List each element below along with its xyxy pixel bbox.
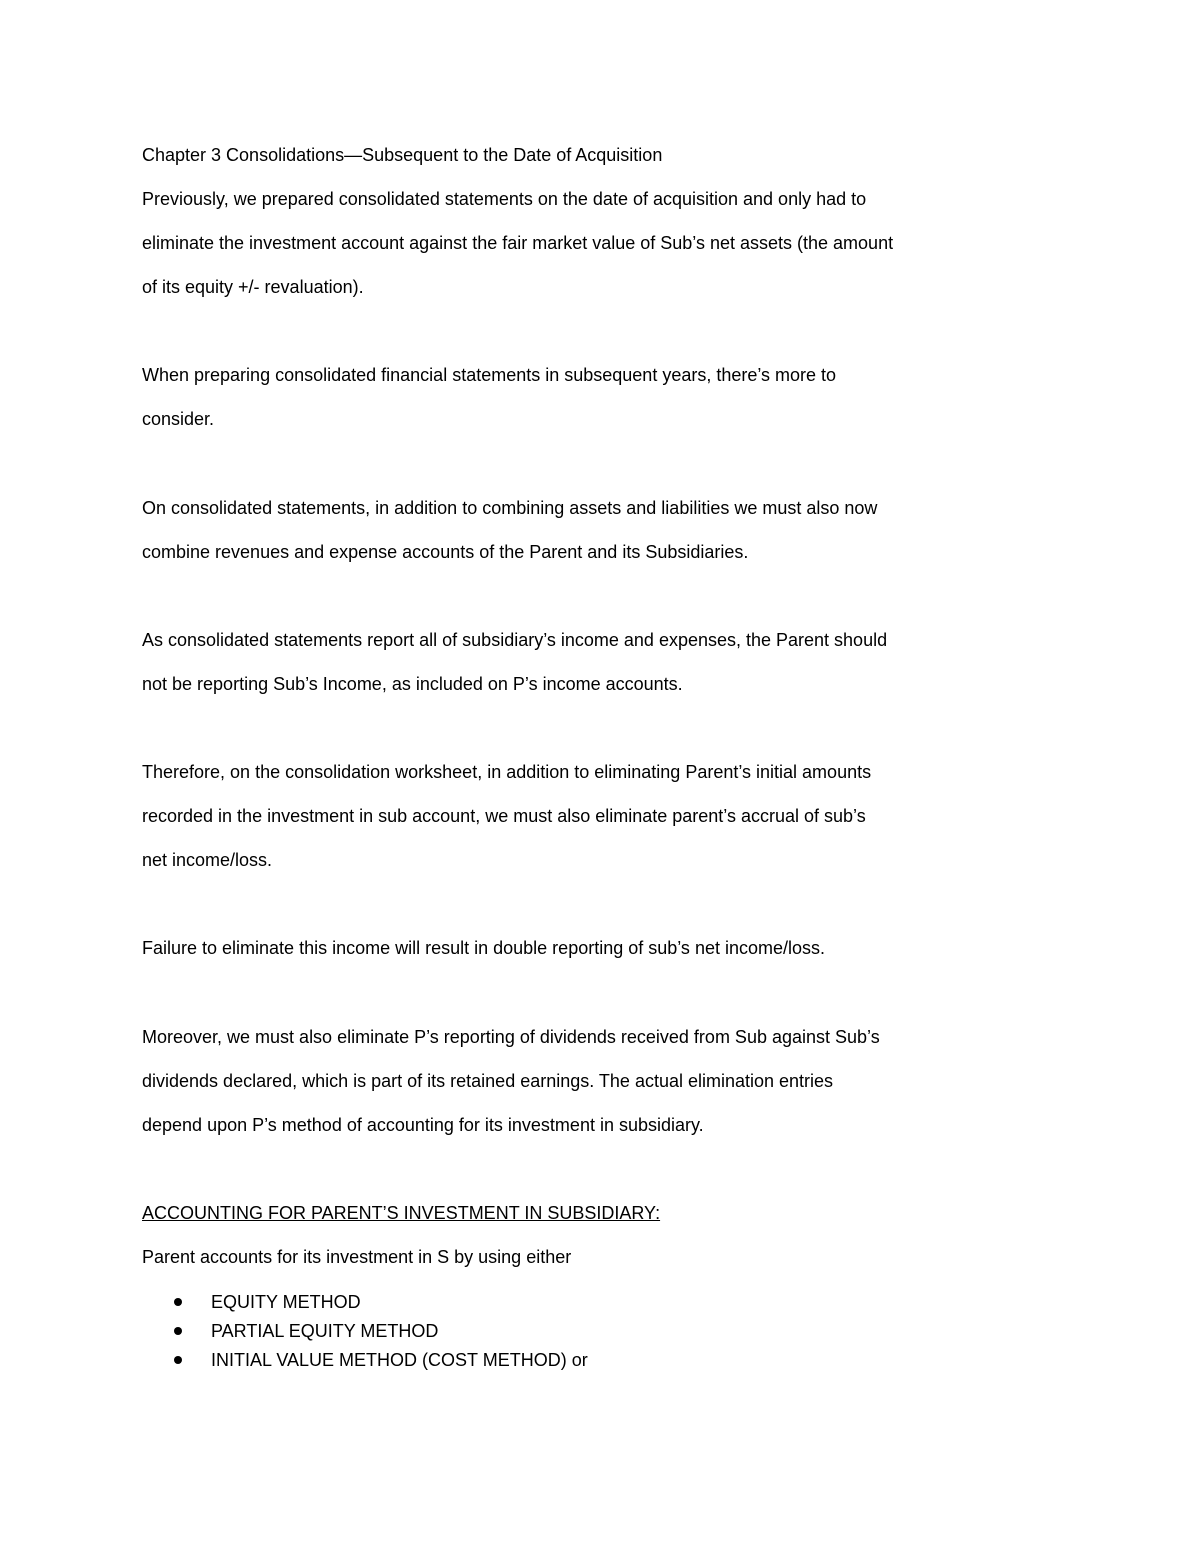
paragraph-5-line-1: Therefore, on the consolidation worksheet, in addition to eliminating Parent’s initial amounts <box>142 762 872 782</box>
bullet-icon <box>174 1356 182 1364</box>
paragraph-7-line-3: depend upon P’s method of accounting for its investment in subsidiary. <box>142 1115 704 1135</box>
paragraph-6-line-1: Failure to eliminate this income will result in double reporting of sub’s net income/loss. <box>142 938 825 958</box>
paragraph-1-line-2: eliminate the investment account against the fair market value of Sub’s net assets (the amount <box>142 233 894 253</box>
paragraph-5-line-2: recorded in the investment in sub account, we must also eliminate parent’s accrual of sub’s <box>142 806 866 826</box>
paragraph-7-line-1: Moreover, we must also eliminate P’s reporting of dividends received from Sub against Sub’s <box>142 1027 880 1047</box>
paragraph-5-line-3: net income/loss. <box>142 850 273 870</box>
method-label: INITIAL VALUE METHOD (COST METHOD) or <box>211 1350 588 1370</box>
paragraph-4-line-2: not be reporting Sub’s Income, as included on P’s income accounts. <box>142 674 683 694</box>
method-label: PARTIAL EQUITY METHOD <box>211 1321 439 1341</box>
paragraph-7-line-2: dividends declared, which is part of its retained earnings. The actual elimination entries <box>142 1071 834 1091</box>
methods-intro: Parent accounts for its investment in S by using either <box>142 1247 572 1267</box>
paragraph-1-line-3: of its equity +/- revaluation). <box>142 277 364 297</box>
paragraph-2-line-2: consider. <box>142 409 215 429</box>
paragraph-3-line-2: combine revenues and expense accounts of the Parent and its Subsidiaries. <box>142 542 749 562</box>
bullet-icon <box>174 1327 182 1335</box>
chapter-title: Chapter 3 Consolidations—Subsequent to the Date of Acquisition <box>142 145 663 165</box>
method-label: EQUITY METHOD <box>211 1292 361 1312</box>
bullet-icon <box>174 1298 182 1306</box>
paragraph-1-line-1: Previously, we prepared consolidated statements on the date of acquisition and only had to <box>142 189 867 209</box>
paragraph-4-line-1: As consolidated statements report all of subsidiary’s income and expenses, the Parent should <box>142 630 888 650</box>
paragraph-3-line-1: On consolidated statements, in addition to combining assets and liabilities we must also now <box>142 498 878 518</box>
paragraph-2-line-1: When preparing consolidated financial statements in subsequent years, there’s more to <box>142 365 837 385</box>
section-heading: ACCOUNTING FOR PARENT’S INVESTMENT IN SUBSIDIARY: <box>142 1203 661 1223</box>
